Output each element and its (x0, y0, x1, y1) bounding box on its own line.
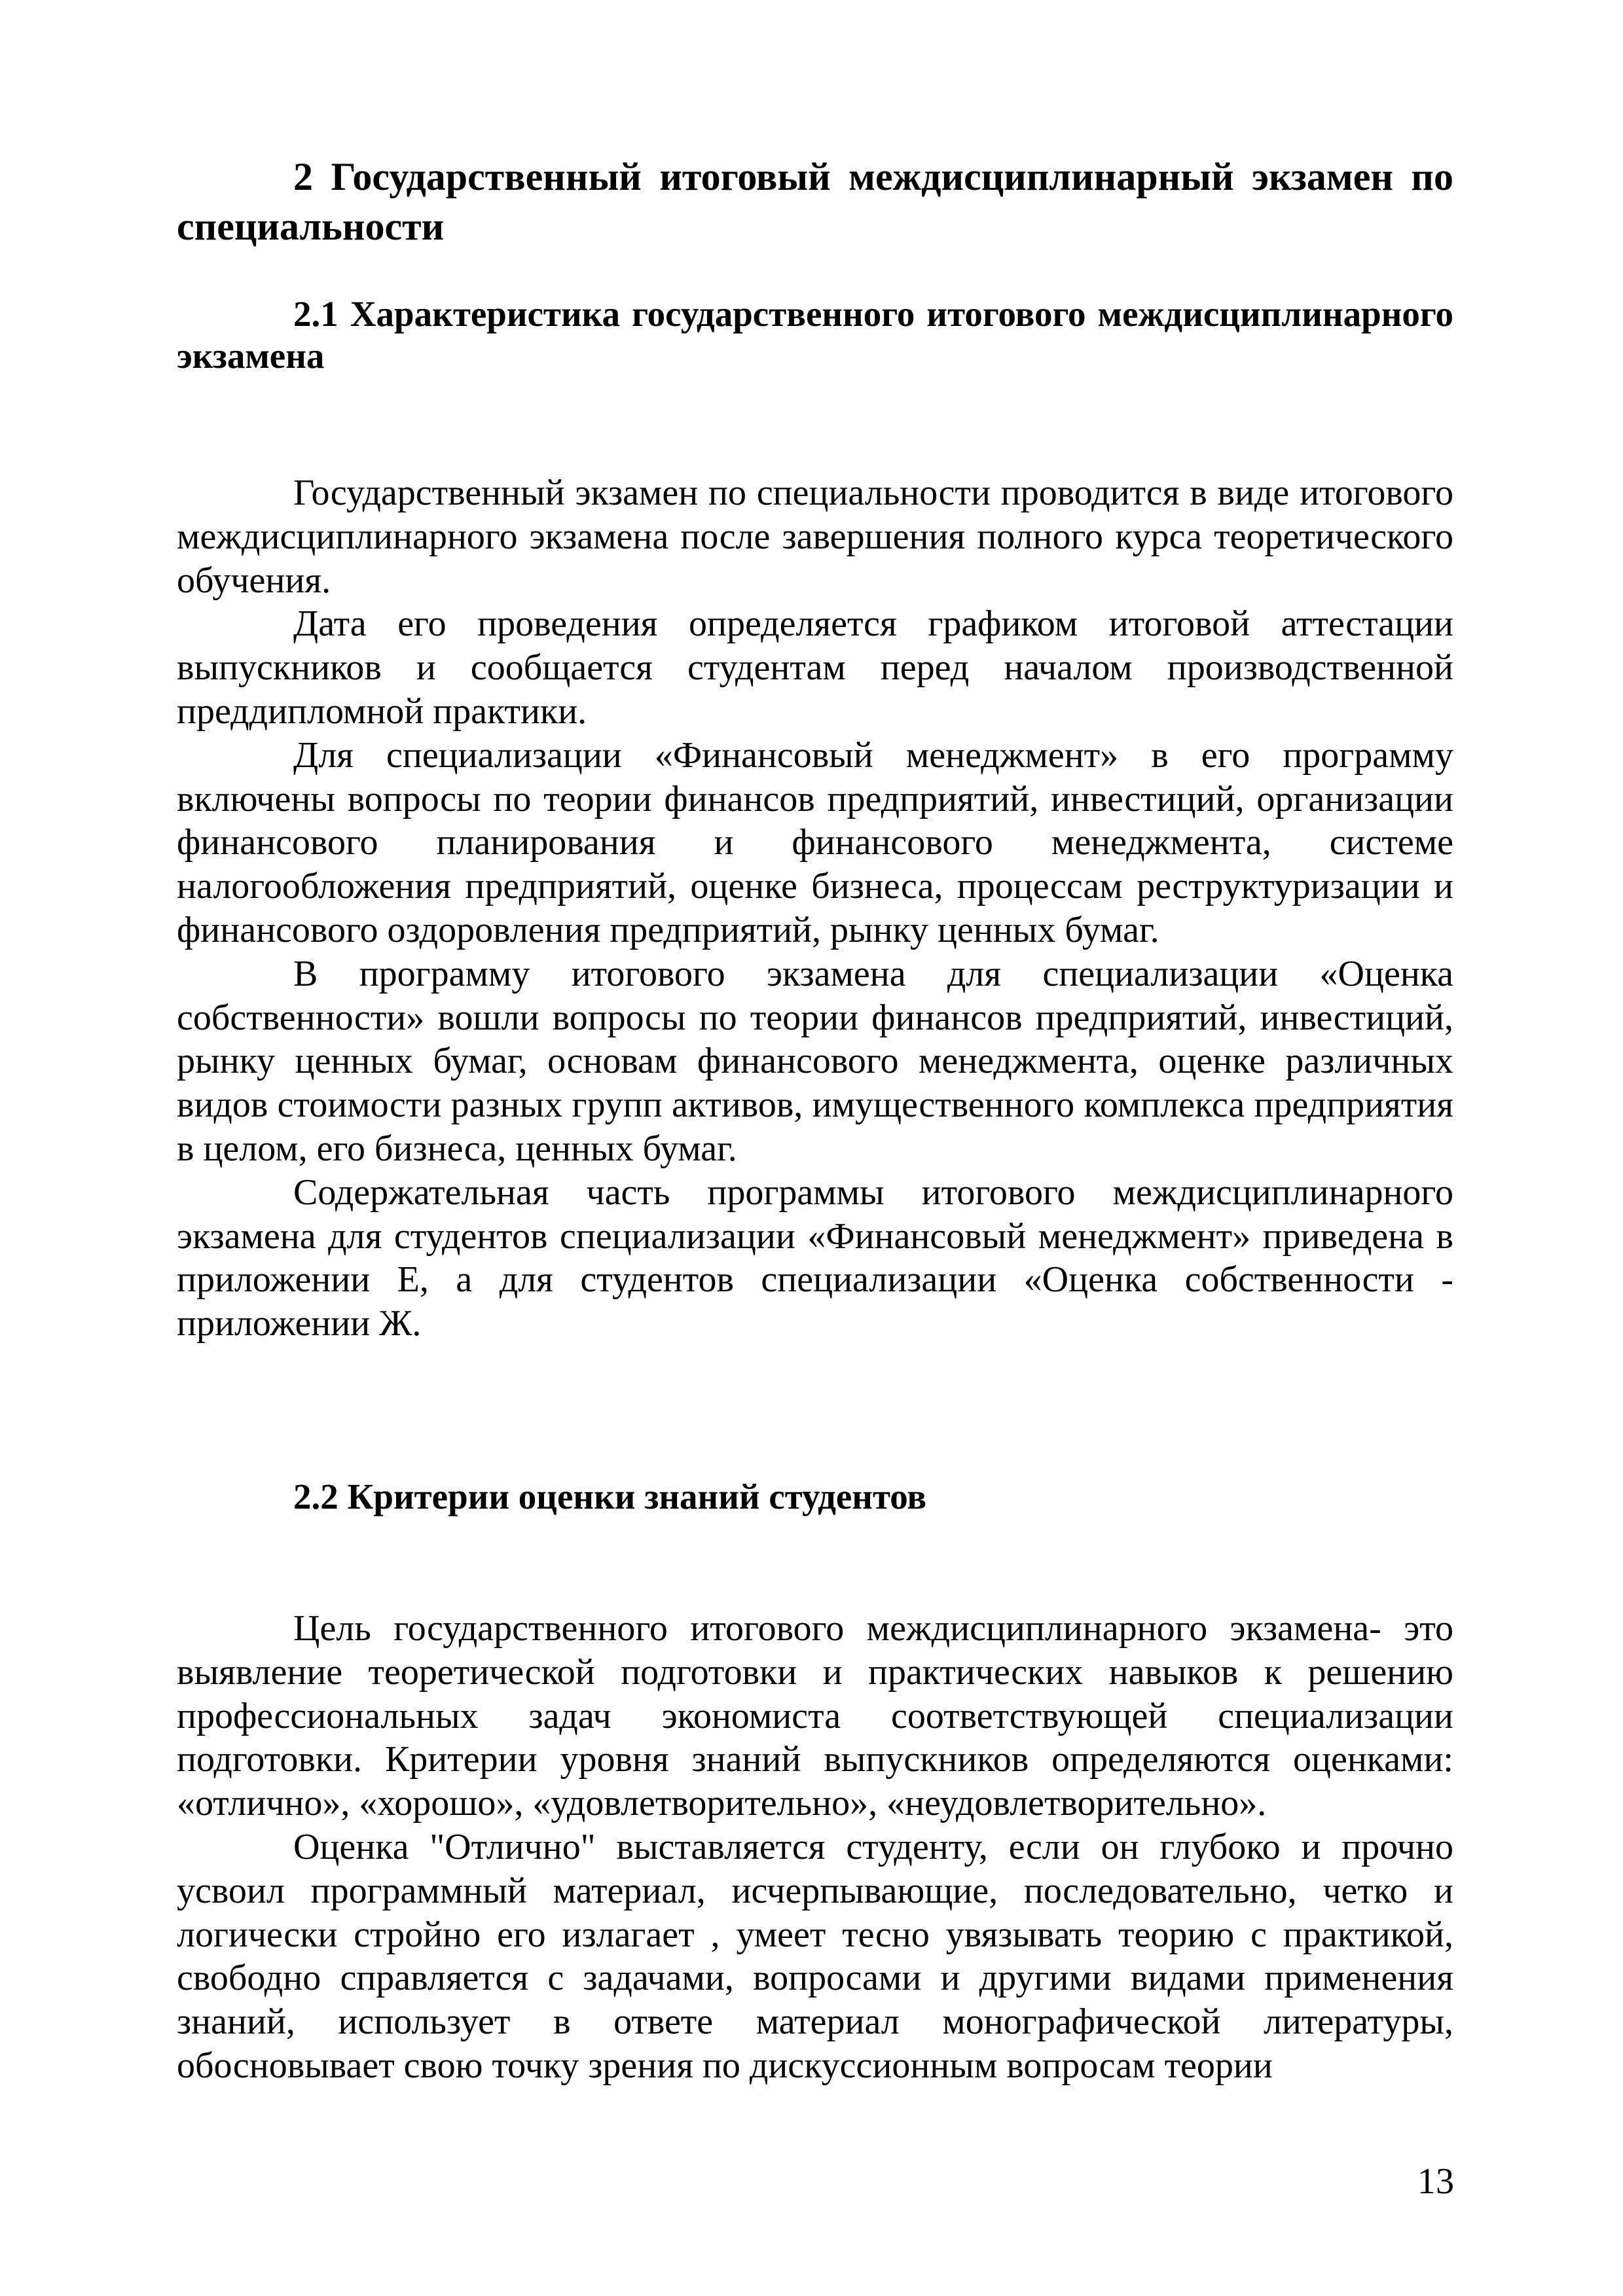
paragraph: Государственный экзамен по специальности проводится в виде итогового междисциплинарного экзамена после завершения полного курса теоретического обучения. (177, 473, 1453, 601)
paragraph: Цель государственного итогового междисциплинарного экзамена- это выявление теоретической подготовки и практических навыков к решению профессиональных задач экономиста соответствующей специализации подготовки. Критерии уровня знаний выпускников определяются оценками: «отлично», «хорошо», «удовлетворительно», «неудовлетворительно». (177, 1608, 1453, 1824)
paragraph: Оценка "Отлично" выставляется студенту, если он глубоко и прочно усвоил программный материал, исчерпывающие, последовательно, четко и логически стройно его излагает , умеет тесно увязывать теорию с практикой, свободно справляется с задачами, вопросами и другими видами применения знаний, использует в ответе материал монографической литературы, обосновывает свою точку зрения по дискуссионным вопросам теории (177, 1826, 1453, 2086)
paragraph: Содержательная часть программы итогового междисциплинарного экзамена для студентов специализации «Финансовый менеджмент» приведена в приложении Е, а для студентов специализации «Оценка собственности - приложении Ж. (177, 1172, 1453, 1344)
page-number: 13 (1417, 2161, 1454, 2202)
document-page (177, 0, 1453, 2296)
section-2-1-body (177, 471, 1453, 1346)
section-heading-2-2: 2.2 Критерии оценки знаний студентов (293, 1477, 927, 1516)
paragraph: В программу итогового экзамена для специализации «Оценка собственности» вошли вопросы по теории финансов предприятий, инвестиций, рынку ценных бумаг, основам финансового менеджмента, оценке различных видов стоимости разных групп активов, имущественного комплекса предприятия в целом, его бизнеса, ценных бумаг. (177, 953, 1453, 1169)
chapter-heading: 2 Государственный итоговый междисциплинарный экзамен по специальности (177, 155, 1453, 248)
section-2-2-body (177, 1607, 1453, 2088)
paragraph: Дата его проведения определяется графиком итоговой аттестации выпускников и сообщается студентам перед началом производственной преддипломной практики. (177, 603, 1453, 732)
section-heading-2-1: 2.1 Характеристика государственного итогового междисциплинарного экзамена (177, 294, 1453, 376)
paragraph: Для специализации «Финансовый менеджмент» в его программу включены вопросы по теории финансов предприятий, инвестиций, организации финансового планирования и финансового менеджмента, системе налогообложения предприятий, оценке бизнеса, процессам реструктуризации и финансового оздоровления предприятий, рынку ценных бумаг. (177, 734, 1453, 950)
